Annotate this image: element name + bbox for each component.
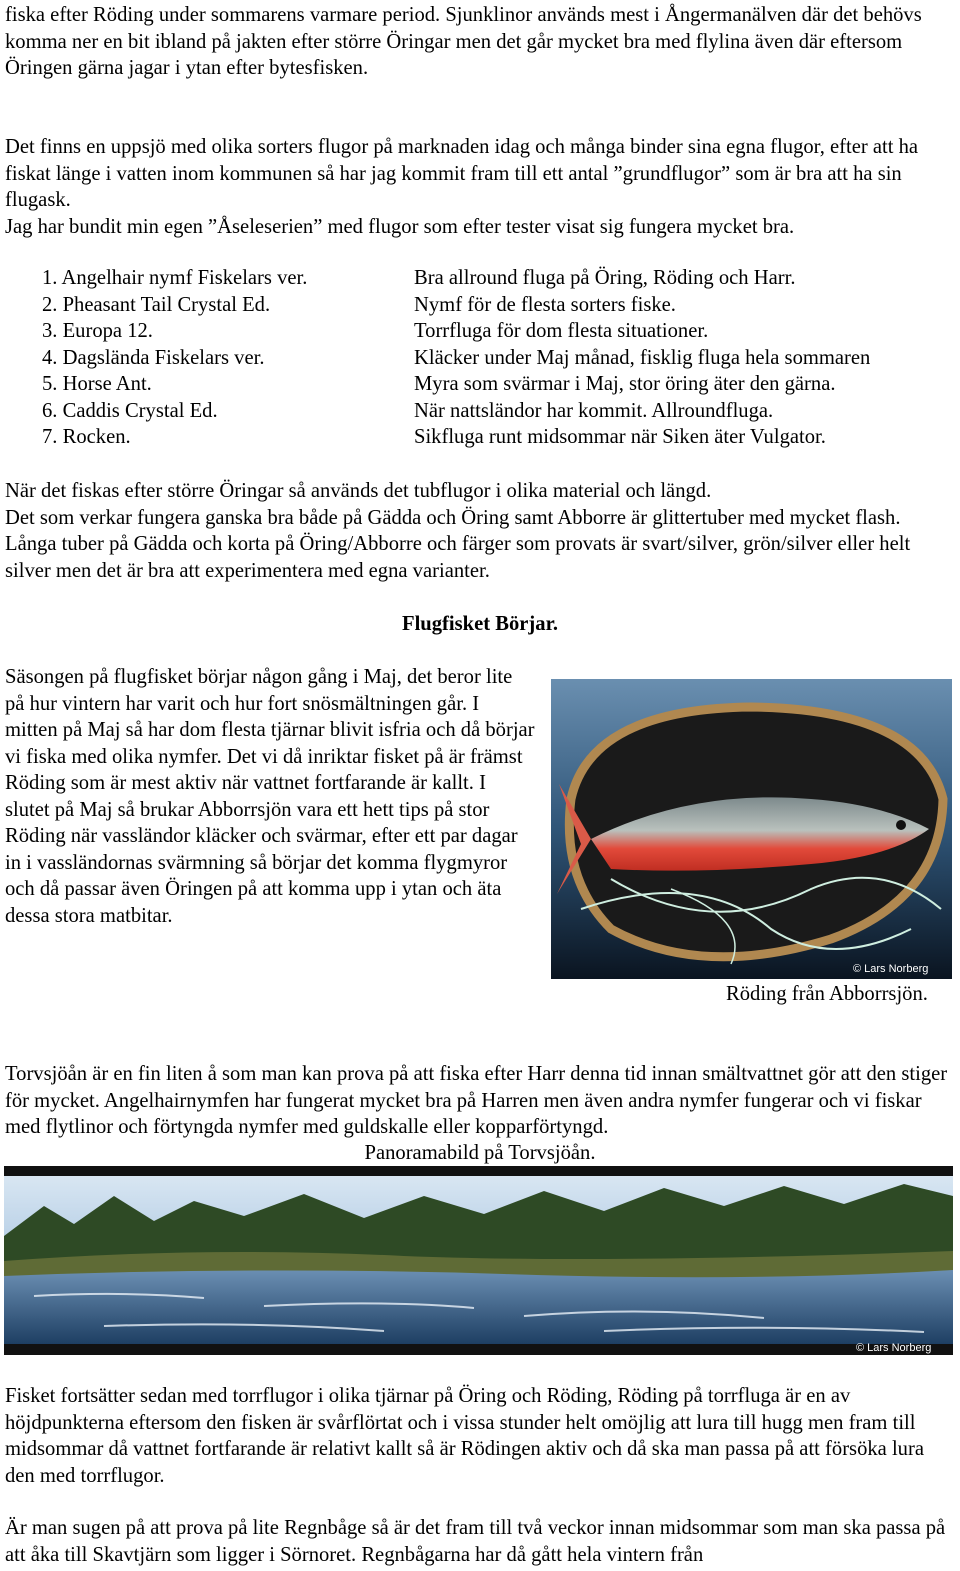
fly-description: När nattsländor har kommit. Allroundfluga. xyxy=(414,399,774,422)
photo-credit: © Lars Norberg xyxy=(853,963,929,975)
list-item xyxy=(42,292,942,319)
fly-name: 7. Rocken. xyxy=(42,426,131,448)
fly-description: Torrfluga för dom flesta situationer. xyxy=(414,320,709,342)
later-paragraph-2 xyxy=(5,1515,955,1568)
panorama-caption: Panoramabild på Torvsjöån. xyxy=(364,1142,596,1164)
fly-description: Myra som svärmar i Maj, stor öring äter den gärna. xyxy=(414,373,836,395)
section-heading: Flugfisket Börjar. xyxy=(402,613,558,635)
fly-name: 4. Dagslända Fiskelars ver. xyxy=(42,346,265,369)
season-text: Säsongen på flugfisket börjar någon gång i Maj, det beror lite på hur vintern har varit och hur fort snösmältningen går. I mitten på Maj så har dom flesta tjärnar blivit isfria och då börjar vi fiska med olika nymfer. Det vi då inriktar fisket på är främst Röding som är mest aktiv när vattnet fortfarande är kallt. I slutet på Maj så brukar Abborrsjön vara ett hett tips på stor Röding när vassländor kläcker och svärmar, efter ett par dagar in i vassländornas svärmning så börjar det komma flygmyror och då passar även Öringen på att komma upp i ytan och äta dessa stora matbitar. xyxy=(5,666,535,927)
tubes-text-1: När det fiskas efter större Öringar så används det tubflugor i olika material och längd. xyxy=(5,480,712,502)
panorama-photo xyxy=(4,1166,953,1355)
list-item xyxy=(42,318,942,345)
fly-name: 1. Angelhair nymf Fiskelars ver. xyxy=(42,267,308,289)
fly-name: 3. Europa 12. xyxy=(42,320,153,342)
intro-paragraph-1 xyxy=(5,2,955,82)
tubes-text-2: Det som verkar fungera ganska bra både på Gädda och Öring samt Abborre är glittertuber med mycket flash. Långa tuber på Gädda och korta på Öring/Abborre och färger som provats är svart/silver, grön/silver eller helt silver men det är bra att experimentera med egna varianter. xyxy=(5,506,911,582)
fly-description: Kläcker under Maj månad, fisklig fluga hela sommaren xyxy=(414,346,871,369)
fly-list xyxy=(42,265,942,451)
list-item xyxy=(42,371,942,398)
intro-paragraph-2 xyxy=(5,134,955,240)
list-item xyxy=(42,265,942,292)
list-item xyxy=(42,345,942,372)
fly-description: Sikfluga runt midsommar när Siken äter Vulgator. xyxy=(414,426,826,448)
rainbow-text: Är man sugen på att prova på lite Regnbåge så är det fram till två veckor innan midsommar som man ska passa på att åka till Skavtjärn som ligger i Sörnoret. Regnbågarna har då gått hela vintern från xyxy=(5,1517,946,1566)
river-illustration xyxy=(4,1166,953,1355)
flies-intro-text: Det finns en uppsjö med olika sorters flugor på marknaden idag och många binder sina egna flugor, efter att ha fiskat länge i vatten inom kommunen så har jag kommit fram till ett antal ”grundflugor” som är bra att ha sin flugask. xyxy=(5,136,919,211)
aseleserien-text: Jag har bundit min egen ”Åseleserien” med flugor som efter tester visat sig fungera mycket bra. xyxy=(5,215,795,238)
fly-name: 5. Horse Ant. xyxy=(42,373,152,395)
tubes-paragraph xyxy=(5,478,955,584)
fly-name: 6. Caddis Crystal Ed. xyxy=(42,399,218,422)
list-item xyxy=(42,398,942,425)
dryfly-text: Fisket fortsätter sedan med torrflugor i olika tjärnar på Öring och Röding, Röding på torrfluga är en av höjdpunkterna eftersom den fisken är svårflörtat och i vissa stunder helt omöjlig att lura till hugg men fram till midsommar då vattnet fortfarande är relativt kallt så är Rödingen aktiv och då ska man passa på att försöka lura den med torrflugor. xyxy=(5,1385,924,1487)
photo-credit: © Lars Norberg xyxy=(856,1342,932,1354)
later-paragraph-1 xyxy=(5,1383,955,1489)
fly-description: Nymf för de flesta sorters fiske. xyxy=(414,293,676,316)
fish-illustration xyxy=(551,679,952,979)
list-item xyxy=(42,424,942,451)
torvsjoan-text: Torvsjöån är en fin liten å som man kan prova på att fiska efter Harr denna tid innan smältvattnet gör att den stiger för mycket. Angelhairnymfen har fungerat mycket bra på Harren men även andra nymfer fungerar och vi fiskar med flytlinor och förtyngda nymfer med guldskalle eller kopparförtyngd. xyxy=(5,1063,948,1138)
season-paragraph xyxy=(5,664,535,929)
fish-photo xyxy=(551,679,952,979)
fly-name: 2. Pheasant Tail Crystal Ed. xyxy=(42,293,271,316)
torvsjoan-paragraph xyxy=(5,1061,955,1141)
fly-description: Bra allround fluga på Öring, Röding och Harr. xyxy=(414,267,796,289)
intro-text: fiska efter Röding under sommarens varmare period. Sjunklinor används mest i Ångermanälven där det behövs komma ner en bit ibland på jakten efter större Öringar men det går mycket bra med flylina även där eftersom Öringen gärna jagar i ytan efter bytesfisken. xyxy=(5,4,922,79)
fish-photo-caption: Röding från Abborrsjön. xyxy=(726,983,928,1005)
